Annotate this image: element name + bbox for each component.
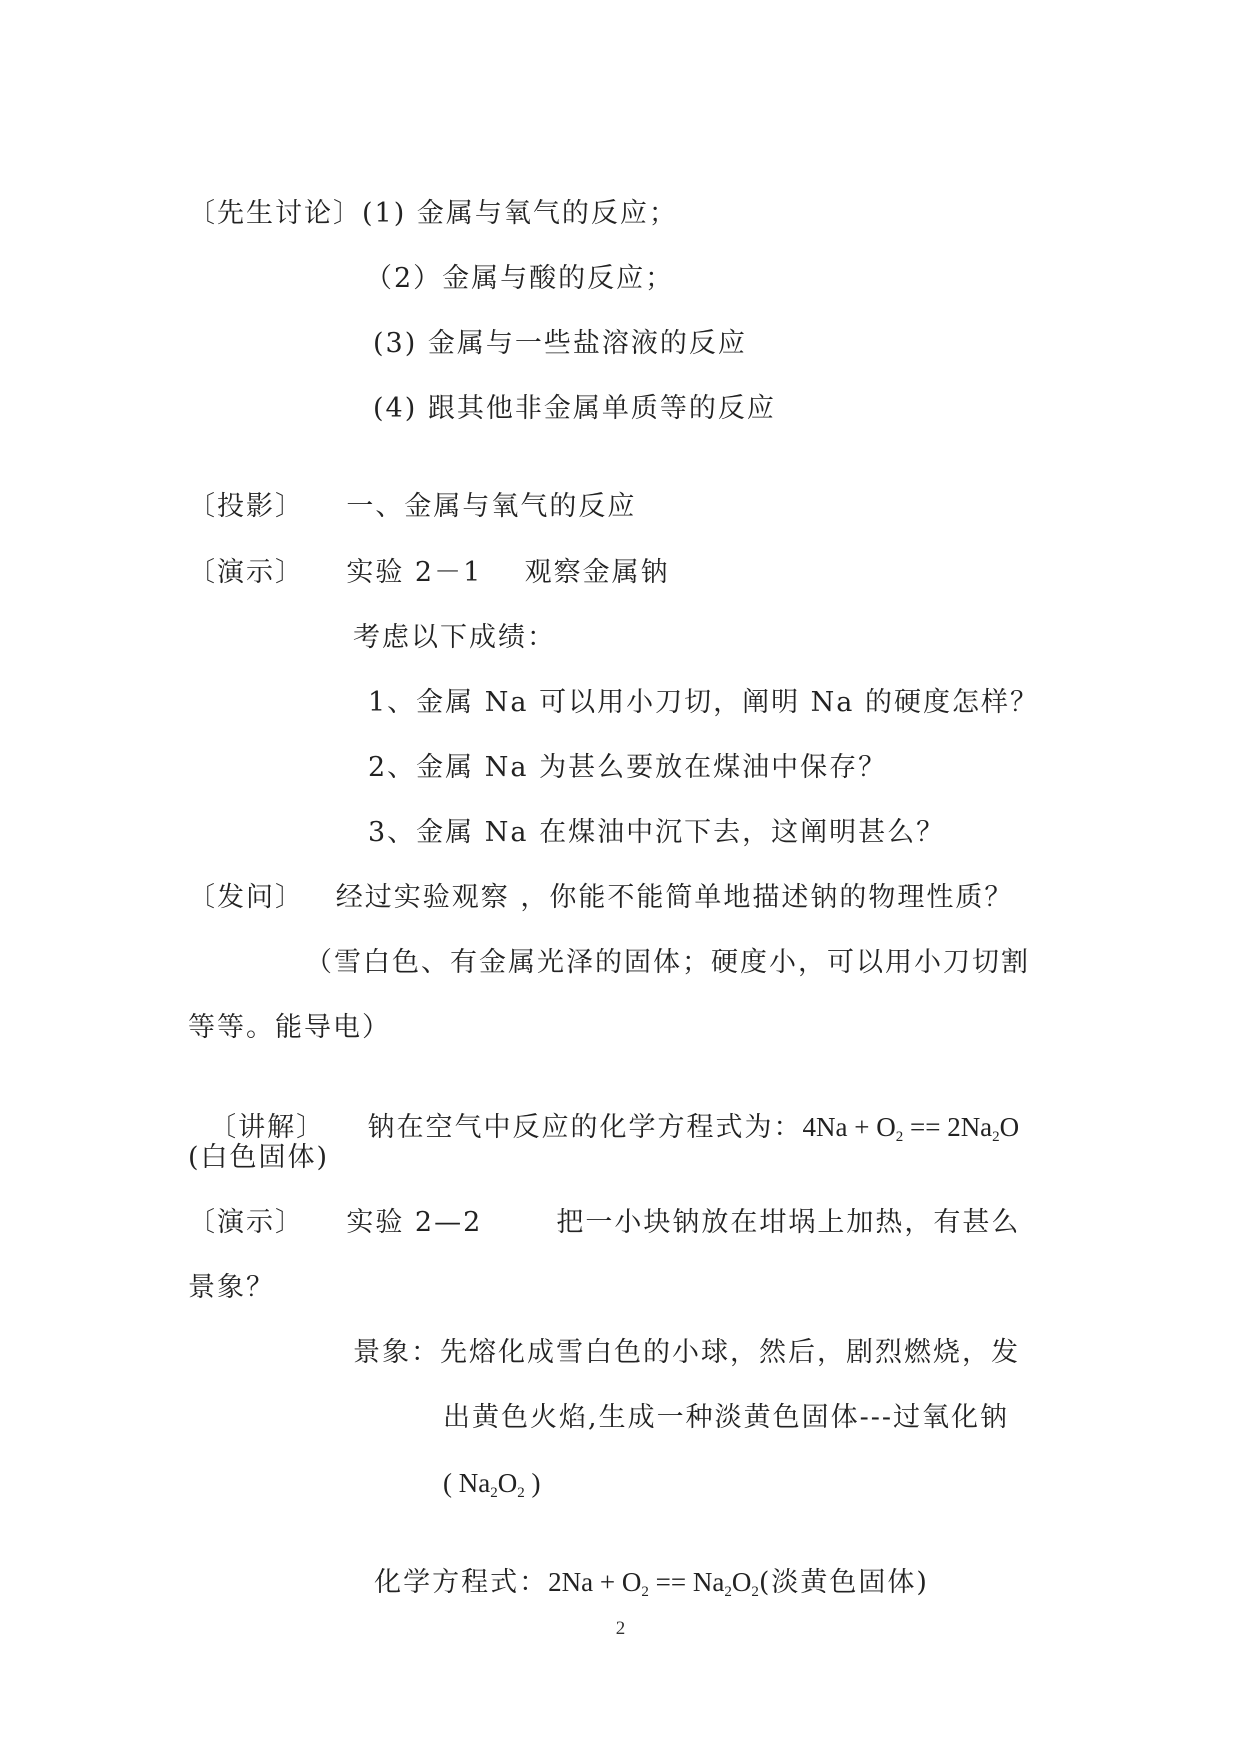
phenomenon-formula: ( $Na_2O_2$ ) bbox=[443, 1468, 541, 1501]
question-2: 2、金属 Na 为甚么要放在煤油中保存？ bbox=[368, 752, 888, 783]
phenomenon-line-2: 出黄色火焰,生成一种淡黄色固体---过氧化钠 bbox=[443, 1402, 1009, 1433]
questions-intro: 考虑以下成绩： bbox=[353, 622, 556, 653]
answer-line-1: （雪白色、有金属光泽的固体；硬度小，可以用小刀切割 bbox=[305, 947, 1030, 978]
question-1: 1、金属 Na 可以用小刀切，阐明 Na 的硬度怎样？ bbox=[368, 687, 1039, 718]
discussion-item-2: （2）金属与酸的反应； bbox=[365, 263, 675, 294]
projection-line: 〔投影〕 一、金属与氧气的反应 bbox=[188, 491, 637, 522]
equation-1-note: (白色固体) bbox=[188, 1142, 330, 1173]
demo-line-2: 〔演示〕 实验 2—2 把一小块钠放在坩埚上加热，有甚么 bbox=[188, 1207, 1021, 1238]
equation-2: $2Na + O_2 == Na_2O_2$ bbox=[548, 1567, 759, 1600]
phenomenon-line-1: 景象：先熔化成雪白色的小球，然后，剧烈燃烧，发 bbox=[353, 1337, 1020, 1368]
ask-line: 〔发问〕 经过实验观察 ，你能不能简单地描述钠的物理性质？ bbox=[188, 882, 1014, 913]
demo-line-2-cont: 景象？ bbox=[188, 1272, 275, 1303]
demo-line-1: 〔演示〕 实验 2－1 观察金属钠 bbox=[188, 557, 670, 588]
question-3: 3、金属 Na 在煤油中沉下去，这阐明甚么？ bbox=[368, 817, 946, 848]
equation-1: $4Na + O_2 == 2Na_2O$ bbox=[802, 1112, 1020, 1145]
discussion-item-3: (3) 金属与一些盐溶液的反应 bbox=[373, 328, 747, 359]
page-number: 2 bbox=[615, 1618, 626, 1639]
discussion-heading: 〔先生讨论〕(1) 金属与氧气的反应； bbox=[188, 198, 678, 229]
explanation-text: 〔讲解〕 钠在空气中反应的化学方程式为： bbox=[209, 1112, 803, 1143]
explanation-line bbox=[188, 1076, 1019, 1145]
equation-2-note: (淡黄色固体) bbox=[758, 1567, 929, 1598]
answer-line-2: 等等。能导电） bbox=[188, 1012, 391, 1043]
discussion-item-4: (4) 跟其他非金属单质等的反应 bbox=[373, 393, 776, 424]
equation-2-line bbox=[353, 1531, 929, 1600]
equation-2-label: 化学方程式： bbox=[374, 1567, 549, 1598]
